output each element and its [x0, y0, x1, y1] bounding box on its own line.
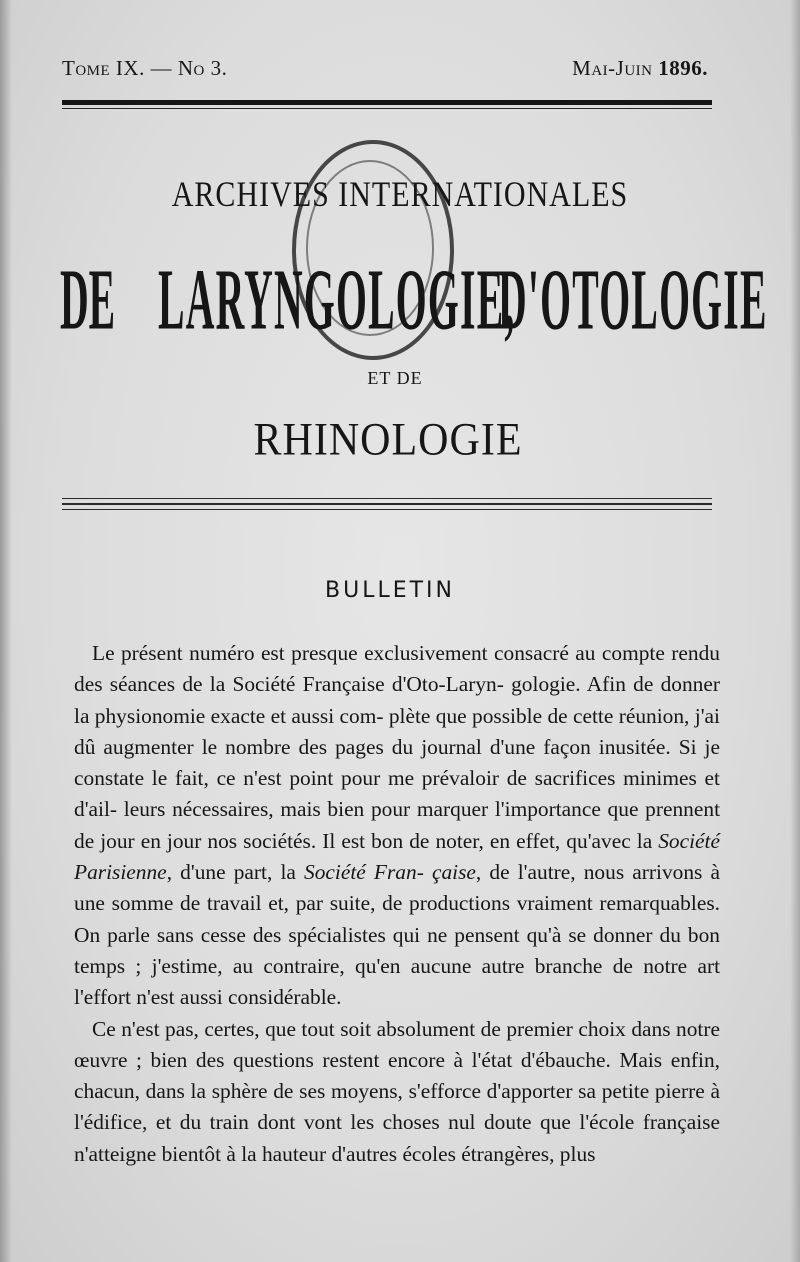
title-de: DE: [60, 251, 116, 348]
p1-line-4: plète que possible de cette réunion, j'ai dû augmenter le nombre: [74, 703, 720, 759]
running-head: [62, 56, 708, 81]
title-laryngologie: LARYNGOLOGIE,: [158, 251, 516, 348]
p1-line-12: cesse des spécialistes qui ne pensent qu'à se donner du bon: [200, 922, 720, 947]
article-body: [74, 638, 720, 1170]
p1-line-3: gologie. Afin de donner la physionomie exacte et aussi com-: [74, 672, 720, 728]
volume-number: Tome IX. — No 3.: [62, 56, 228, 80]
p2-line-2: choix dans notre œuvre ; bien des questions restent encore à: [74, 1016, 720, 1072]
p1-line-9b: , d'une part, la: [166, 860, 305, 885]
p2-line-1: Ce n'est pas, certes, que tout soit absolument de premier: [92, 1016, 573, 1041]
p2-line-4: moyens, s'efforce d'apporter sa petite pierre à l'édifice, et: [74, 1079, 720, 1135]
p1-line-8: prennent de jour en jour nos sociétés. Il est bon de noter, en: [74, 797, 721, 853]
p1-line-1: Le présent numéro est presque exclusivement consacré au: [92, 641, 596, 665]
title-otologie: D'OTOLOGIE: [498, 251, 768, 348]
title-main-line: [60, 250, 768, 348]
title-rhinologie: RHINOLOGIE: [253, 414, 523, 466]
title-et-de: ET DE: [367, 368, 423, 388]
p1-line-14: notre art l'effort n'est aussi considérable.: [74, 953, 721, 1010]
p1-line-7: leurs nécessaires, mais bien pour marquer l'importance que: [123, 797, 639, 822]
p2-line-3: l'état d'ébauche. Mais enfin, chacun, dans la sphère de ses: [74, 1047, 720, 1104]
p1-line-2: compte rendu des séances de la Société Française d'Oto-Laryn-: [74, 641, 720, 697]
p2-line-5: du train dont vont les choses nul doute que l'école française: [179, 1110, 720, 1135]
issue-months: Mai-Juin: [572, 56, 653, 80]
society-francaise-b: çaise: [431, 860, 476, 885]
issue-date: [572, 56, 708, 81]
title-line-archives: ARCHIVES INTERNATIONALES: [171, 174, 629, 215]
p1-line-5: des pages du journal d'une façon inusitée. Si je constate le fait,: [74, 734, 720, 791]
header-rule-thick: [62, 100, 712, 105]
p1-line-11: suite, de productions vraiment remarquables. On parle sans: [74, 891, 720, 947]
p1-line-6: ce n'est point pour me prévaloir de sacrifices minimes et d'ail-: [74, 766, 720, 822]
title-rule-top: [62, 498, 712, 499]
title-rule-middle: [62, 503, 712, 505]
p2-line-6: n'atteigne bientôt à la hauteur d'autres écoles étrangères, plus: [74, 1141, 596, 1166]
paragraph-2: [74, 1014, 720, 1170]
p1-line-13: temps ; j'estime, au contraire, qu'en aucune autre branche de: [74, 953, 633, 978]
section-heading: BULLETIN: [325, 578, 455, 603]
society-francaise-a: Société Fran-: [304, 860, 424, 885]
p1-line-9a: effet, qu'avec la: [516, 828, 659, 853]
p1-line-10: , de l'autre, nous arrivons à une somme de travail et, par: [74, 860, 720, 916]
issue-year: 1896.: [658, 56, 708, 80]
header-rule-thin: [62, 108, 712, 109]
paragraph-1: [74, 638, 720, 1014]
society-parisienne: Société Parisienne: [74, 828, 720, 885]
title-rule-bottom: [62, 509, 712, 510]
